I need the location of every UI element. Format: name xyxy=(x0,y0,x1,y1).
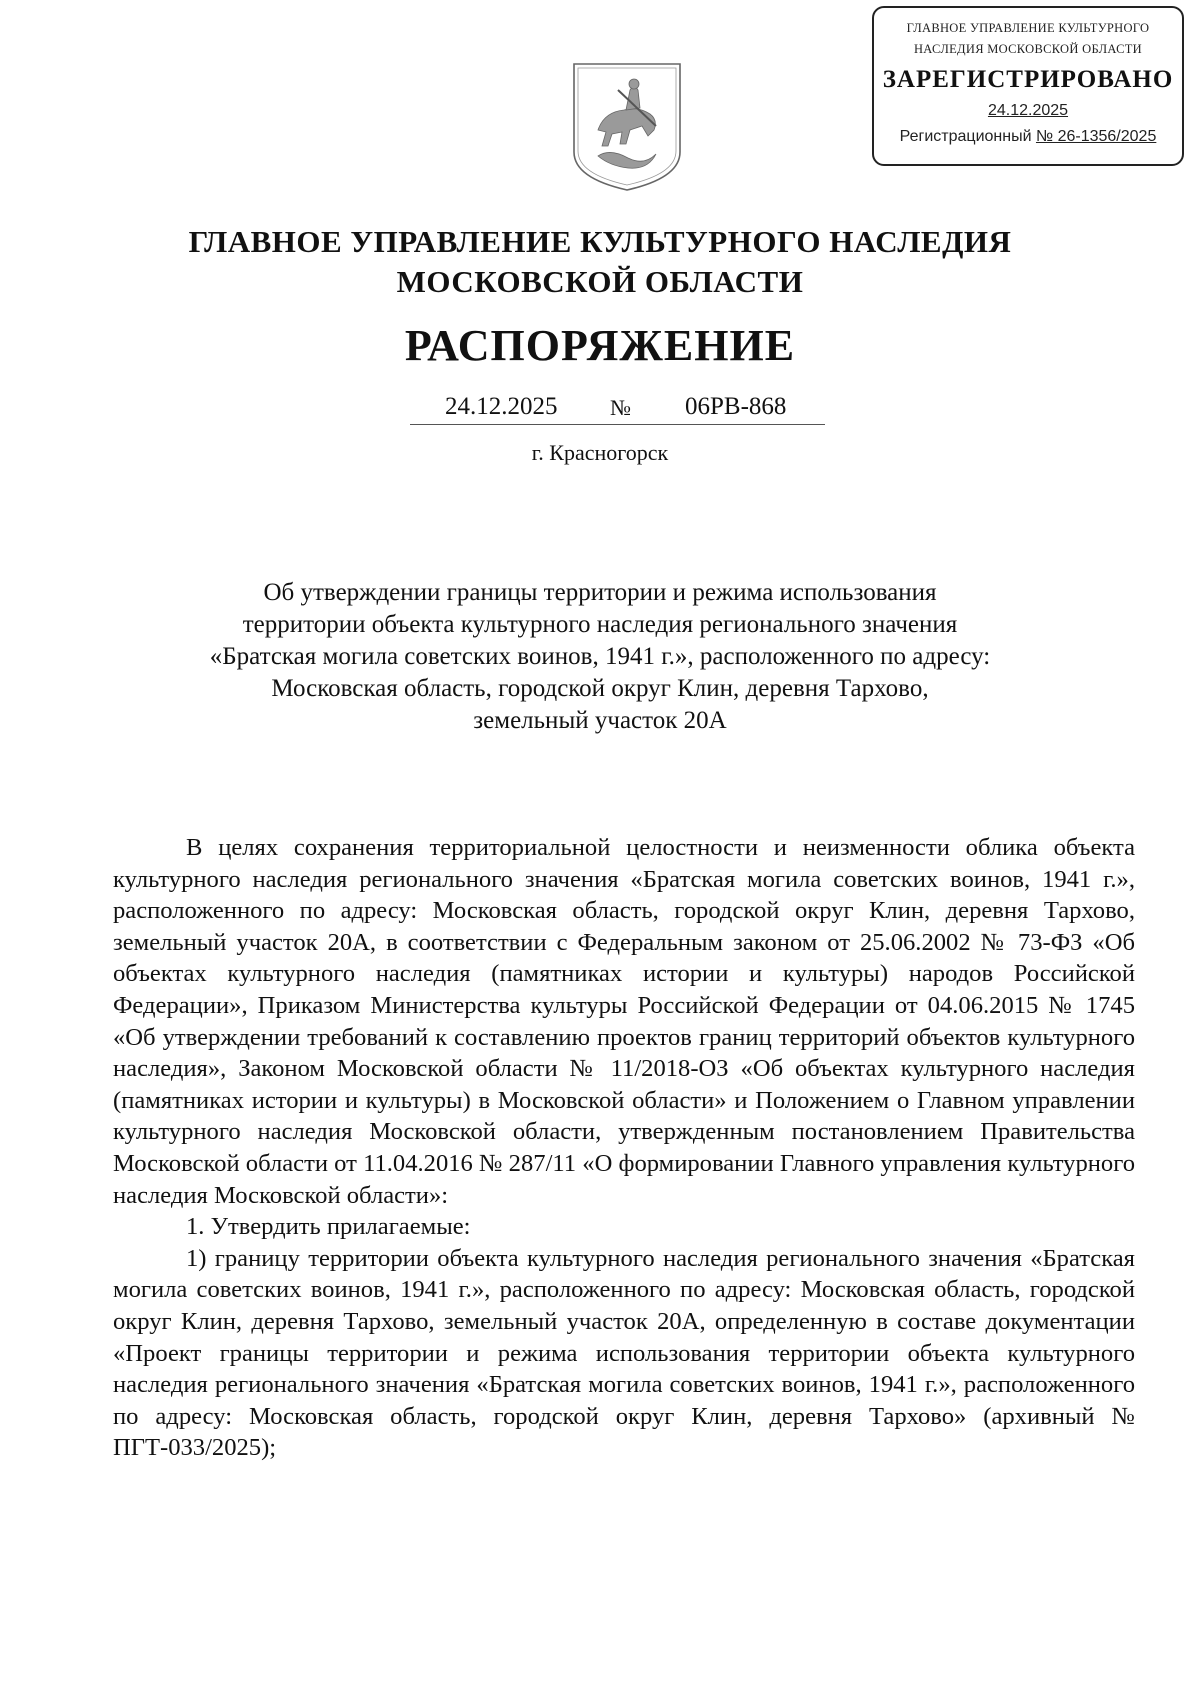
stamp-status: ЗАРЕГИСТРИРОВАНО xyxy=(882,66,1174,93)
stamp-org-line-1: ГЛАВНОЕ УПРАВЛЕНИЕ КУЛЬТУРНОГО xyxy=(906,21,1150,35)
organization-title-line-1: ГЛАВНОЕ УПРАВЛЕНИЕ КУЛЬТУРНОГО НАСЛЕДИЯ xyxy=(188,224,1012,259)
stamp-number-value: № 26-1356/2025 xyxy=(1035,128,1157,145)
subject-line-2: территории объекта культурного наследия регионального значения xyxy=(242,611,958,638)
stamp-registration-number xyxy=(874,128,1182,146)
document-number: 06РВ-868 xyxy=(685,393,787,420)
body-paragraph-preamble: В целях сохранения территориальной целостности и неизменности облика объекта культурного наследия регионального значения «Братская могила советских воинов, 1941 г.», расположенного по адресу: Московская область, городской округ Клин, деревня Тархово, земельный участок 20А, в соответствии с Федеральным законом от 25.06.2002 № 73-ФЗ «Об объектах культурного наследия (памятниках истории и культуры) народов Российской Федерации», Приказом Министерства культуры Российской Федерации от 04.06.2015 № 1745 «Об утверждении требований к составлению проектов границ территорий объектов культурного наследия», Законом Московской области № 11/2018-ОЗ «Об объектах культурного наследия (памятниках истории и культуры) в Московской области» и Положением о Главном управлении культурного наследия Московской области, утвержденным постановлением Правительства Московской области от 11.04.2016 № 287/11 «О формировании Главного управления культурного наследия Московской области»: xyxy=(113,834,1135,1209)
subject-line-1: Об утверждении границы территории и режима использования xyxy=(263,579,937,606)
subject-line-5: земельный участок 20А xyxy=(473,707,727,734)
document-subject xyxy=(0,577,1200,737)
document-date-number-line xyxy=(410,393,825,425)
stamp-date: 24.12.2025 xyxy=(987,102,1069,119)
organization-title xyxy=(0,222,1200,302)
document-date: 24.12.2025 xyxy=(445,393,558,420)
document-type-title: РАСПОРЯЖЕНИЕ xyxy=(404,321,796,370)
date-number-underline xyxy=(410,424,825,425)
stamp-organization xyxy=(874,18,1182,60)
organization-title-line-2: МОСКОВСКОЙ ОБЛАСТИ xyxy=(396,264,804,299)
document-body xyxy=(113,832,1135,1464)
subject-line-3: «Братская могила советских воинов, 1941 г.», расположенного по адресу: xyxy=(209,643,991,670)
body-paragraph-item-1-1: 1) границу территории объекта культурного наследия регионального значения «Братская могила советских воинов, 1941 г.», расположенного по адресу: Московская область, городской округ Клин, деревня Тархово, земельный участок 20А, определенную в составе документации «Проект границы территории и режима использования территории объекта культурного наследия регионального значения «Братская могила советских воинов, 1941 г.», расположенного по адресу: Московская область, городской округ Клин, деревня Тархово» (архивный № ПГТ-033/2025); xyxy=(113,1244,1135,1462)
moscow-oblast-coat-of-arms-icon xyxy=(568,60,686,192)
stamp-number-label: Регистрационный xyxy=(899,128,1032,145)
subject-line-4: Московская область, городской округ Клин, деревня Тархово, xyxy=(271,675,929,702)
registration-stamp xyxy=(872,6,1184,166)
body-paragraph-item-1: 1. Утвердить прилагаемые: xyxy=(186,1213,471,1241)
number-sign: № xyxy=(610,395,631,420)
stamp-org-line-2: НАСЛЕДИЯ МОСКОВСКОЙ ОБЛАСТИ xyxy=(913,42,1143,56)
document-city: г. Красногорск xyxy=(531,440,669,465)
